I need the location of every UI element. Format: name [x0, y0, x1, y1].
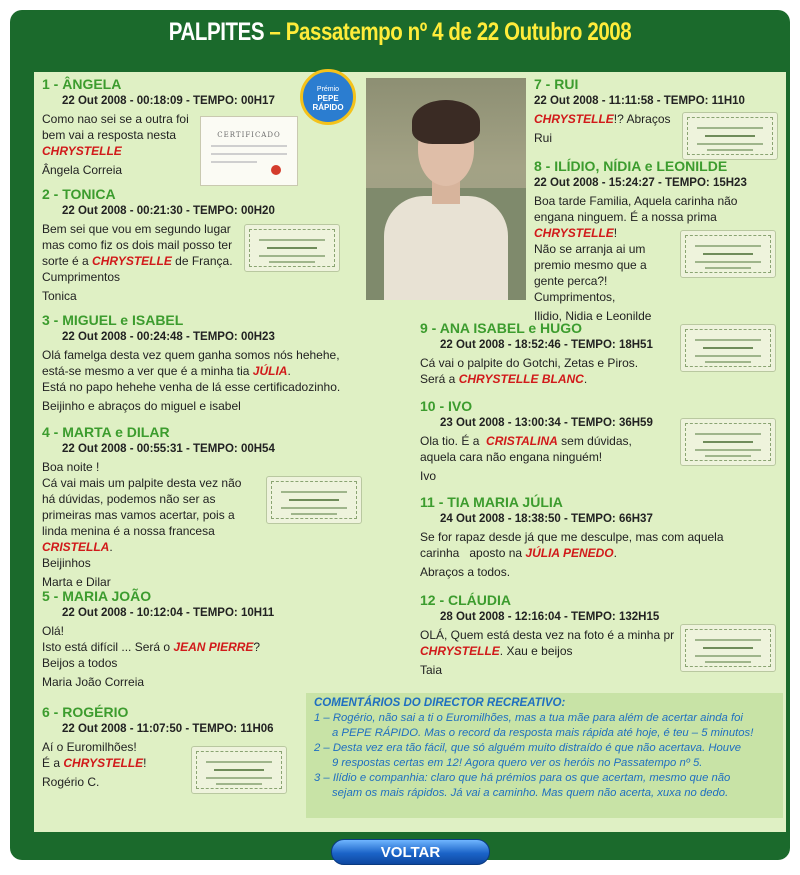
comment-line: a PEPE RÁPIDO. Mas o record da resposta mais rápida até hoje, é teu – 5 minutos!	[332, 727, 754, 739]
guess-meta: 24 Out 2008 - 18:38:50 - TEMPO: 66H37	[440, 513, 653, 525]
guess-3	[42, 312, 372, 415]
guess-signature: Taia	[420, 663, 443, 677]
comment-line: 3 – Ilídio e companhia: claro que há prémios para os que acertam, mesmo que não	[314, 772, 731, 784]
guess-meta: 22 Out 2008 - 00:21:30 - TEMPO: 00H20	[62, 205, 275, 217]
guess-11	[420, 494, 780, 581]
banknote-image	[682, 112, 778, 160]
guess-text: Beijos a todos	[42, 656, 118, 670]
guess-header: 11 - TIA MARIA JÚLIA	[420, 494, 563, 510]
guess-meta: 22 Out 2008 - 11:07:50 - TEMPO: 11H06	[62, 723, 274, 735]
banknote-image	[680, 624, 776, 672]
guess-text: . Xau e beijos	[499, 644, 573, 658]
comment-line: 9 respostas certas em 12! Agora quero ver os heróis no Passatempo nº 5.	[332, 757, 703, 769]
guess-text: linda menina é a nossa francesa	[42, 524, 215, 538]
banknote-image	[680, 418, 776, 466]
guess-text: carinha aposto na	[420, 546, 526, 560]
guess-signature: Rogério C.	[42, 775, 100, 789]
guess-answer: CHRYSTELLE	[42, 144, 122, 158]
guess-text: Cumprimentos	[42, 270, 121, 284]
guess-text: Será a	[420, 372, 459, 386]
guess-meta: 22 Out 2008 - 10:12:04 - TEMPO: 10H11	[62, 607, 275, 619]
guess-text: Cumprimentos,	[534, 290, 616, 304]
guess-signature: Abraços a todos.	[420, 565, 511, 579]
guess-text: Boa noite !	[42, 460, 100, 474]
guess-answer: CHRYSTELLE	[63, 756, 144, 770]
guess-signature: Rui	[534, 131, 553, 145]
guess-5	[42, 588, 342, 691]
guess-text: .	[613, 546, 617, 560]
certificate-title: CERTIFICADO	[217, 131, 281, 139]
guess-text: Se for rapaz desde já que me desculpe, mas com aquela	[420, 530, 724, 544]
guess-text: Aí o Euromilhões!	[42, 740, 137, 754]
guess-text: .	[287, 364, 291, 378]
guess-answer: CHRYSTELLE	[420, 644, 500, 658]
guess-signature: Maria João Correia	[42, 675, 145, 689]
guess-meta: 22 Out 2008 - 15:24:27 - TEMPO: 15H23	[534, 177, 747, 189]
comment-line: 1 – Rogério, não sai a ti o Euromilhões, mas a tua mãe para além de acertar ainda foi	[314, 712, 743, 724]
banknote-image	[244, 224, 340, 272]
guess-header: 4 - MARTA e DILAR	[42, 424, 170, 440]
page-frame	[10, 10, 790, 860]
page-title	[80, 18, 720, 47]
title-main: PALPITES	[168, 18, 265, 46]
guess-meta: 22 Out 2008 - 11:11:58 - TEMPO: 11H10	[534, 95, 745, 107]
guess-text: Olá!	[42, 624, 65, 638]
guess-text: premio mesmo que a	[534, 258, 647, 272]
guess-10	[420, 398, 690, 485]
banknote-image	[191, 746, 287, 794]
guess-signature: Ivo	[420, 469, 437, 483]
guess-answer: CHRYSTELLE	[92, 254, 172, 268]
guess-header: 5 - MARIA JOÃO	[42, 588, 152, 604]
guess-signature: Ângela Correia	[42, 163, 123, 177]
guess-answer: CHRYSTELLE BLANC	[458, 372, 584, 386]
banknote-image	[680, 324, 776, 372]
guess-answer: JÚLIA	[252, 364, 288, 378]
guess-meta: 22 Out 2008 - 00:18:09 - TEMPO: 00H17	[62, 95, 275, 107]
guess-text: sem dúvidas,	[557, 434, 632, 448]
guess-meta: 22 Out 2008 - 00:55:31 - TEMPO: 00H54	[62, 443, 275, 455]
guess-text: mas como fiz os dois mail posso ter	[42, 238, 233, 252]
comment-line: 2 – Desta vez era tão fácil, que só alguém muito distraído é que não acertava. Houve	[314, 742, 742, 754]
guess-text: gente perca?!	[534, 274, 608, 288]
guess-text: de França.	[171, 254, 233, 268]
title-rest: – Passatempo nº 4 de 22 Outubro 2008	[264, 18, 632, 46]
guess-signature: Beijinho e abraços do miguel e isabel	[42, 399, 241, 413]
guess-text: Como nao sei se a outra foi	[42, 112, 189, 126]
guess-text: !	[143, 756, 147, 770]
guess-answer: CRISTALINA	[486, 434, 558, 448]
seal-icon	[271, 165, 281, 175]
guess-text: Cá vai o palpite do Gotchi, Zetas e Piros.	[420, 356, 639, 370]
guess-answer: CHRYSTELLE	[534, 226, 614, 240]
banknote-image	[680, 230, 776, 278]
guess-header: 12 - CLÁUDIA	[420, 592, 512, 608]
guess-text: É a	[42, 756, 64, 770]
guess-text: aquela cara não engana ninguém!	[420, 450, 603, 464]
comments-title: COMENTÁRIOS DO DIRECTOR RECREATIVO:	[314, 697, 566, 709]
guess-meta: 22 Out 2008 - 00:24:48 - TEMPO: 00H23	[62, 331, 275, 343]
guess-signature: Marta e Dilar	[42, 575, 111, 589]
guess-answer: CHRYSTELLE	[534, 112, 614, 126]
guess-signature: Ilidio, Nidia e Leonilde	[534, 309, 652, 323]
guess-text: Beijinhos	[42, 556, 91, 570]
guess-text: !? Abraços	[613, 112, 671, 126]
guess-answer: JEAN PIERRE	[173, 640, 254, 654]
guess-meta: 23 Out 2008 - 13:00:34 - TEMPO: 36H59	[440, 417, 653, 429]
guess-text: Não se arranja ai um	[534, 242, 646, 256]
guess-text: Ola tio. É a	[420, 434, 487, 448]
guess-header: 9 - ANA ISABEL e HUGO	[420, 320, 583, 336]
guess-header: 3 - MIGUEL e ISABEL	[42, 312, 184, 328]
guess-text: está-se mesmo a ver que é a minha tia	[42, 364, 253, 378]
badge-text: RÁPIDO	[312, 103, 344, 112]
badge-text: Prémio	[316, 86, 340, 93]
certificate-image	[200, 116, 298, 186]
guess-text: .	[583, 372, 588, 386]
banknote-image	[266, 476, 362, 524]
back-button[interactable]: VOLTAR	[331, 839, 490, 865]
guess-text: bem vai a resposta nesta	[42, 128, 177, 142]
director-comments	[306, 693, 783, 818]
guess-text: primeiras mas vamos acertar, pois a	[42, 508, 235, 522]
guess-header: 7 - RUI	[534, 76, 579, 92]
guess-text: OLÁ, Quem está desta vez na foto é a minha pr	[420, 628, 675, 642]
child-photo	[366, 78, 526, 300]
guess-4: 4 - MARTA e DILAR 22 Out 2008 - 00:55:31 - TEMPO: 00H54 Boa noite ! Cá vai mais um palpite desta vez não há dúvidas, podemos não ser as primeiras mas vamos acertar, pois a linda menina é a nossa francesa CRISTELLA. Beijinhos Marta e Dilar	[42, 424, 342, 591]
guess-header: 6 - ROGÉRIO	[42, 704, 129, 720]
guess-answer: JÚLIA PENEDO	[525, 546, 614, 560]
guess-9	[420, 320, 690, 388]
guess-signature: Tonica	[42, 289, 77, 303]
guess-text: Olá famelga desta vez quem ganha somos nós hehehe,	[42, 348, 340, 362]
guess-meta: 28 Out 2008 - 12:16:04 - TEMPO: 132H15	[440, 611, 660, 623]
guess-header: 1 - ÂNGELA	[42, 76, 122, 92]
guess-text: há dúvidas, podemos não ser as	[42, 492, 216, 506]
guess-text: engana ninguem. É a nossa prima	[534, 210, 717, 224]
guess-text: sorte é a	[42, 254, 93, 268]
guess-text: Boa tarde Familia, Aquela carinha não	[534, 194, 738, 208]
guess-text: !	[613, 226, 618, 240]
guess-meta: 22 Out 2008 - 18:52:46 - TEMPO: 18H51	[440, 339, 653, 351]
guess-text: ?	[253, 640, 261, 654]
guess-answer: CRISTELLA	[42, 540, 110, 554]
guess-12	[420, 592, 682, 679]
pepe-rapido-badge	[300, 69, 356, 125]
comment-line: sejam os mais rápidos. Já vai a caminho. Mas quem não acerta, xuxa no dedo.	[332, 787, 729, 799]
guess-text: Está no papo hehehe venha de lá esse certificadozinho.	[42, 380, 341, 394]
guess-text: Bem sei que vou em segundo lugar	[42, 222, 231, 236]
guess-header: 2 - TONICA	[42, 186, 116, 202]
guess-header: 10 - IVO	[420, 398, 473, 414]
guess-header: 8 - ILÍDIO, NÍDIA e LEONILDE	[534, 158, 728, 174]
guess-text: Cá vai mais um palpite desta vez não	[42, 476, 242, 490]
badge-text: PEPE	[317, 94, 339, 103]
guess-text: Isto está difícil ... Será o	[42, 640, 174, 654]
